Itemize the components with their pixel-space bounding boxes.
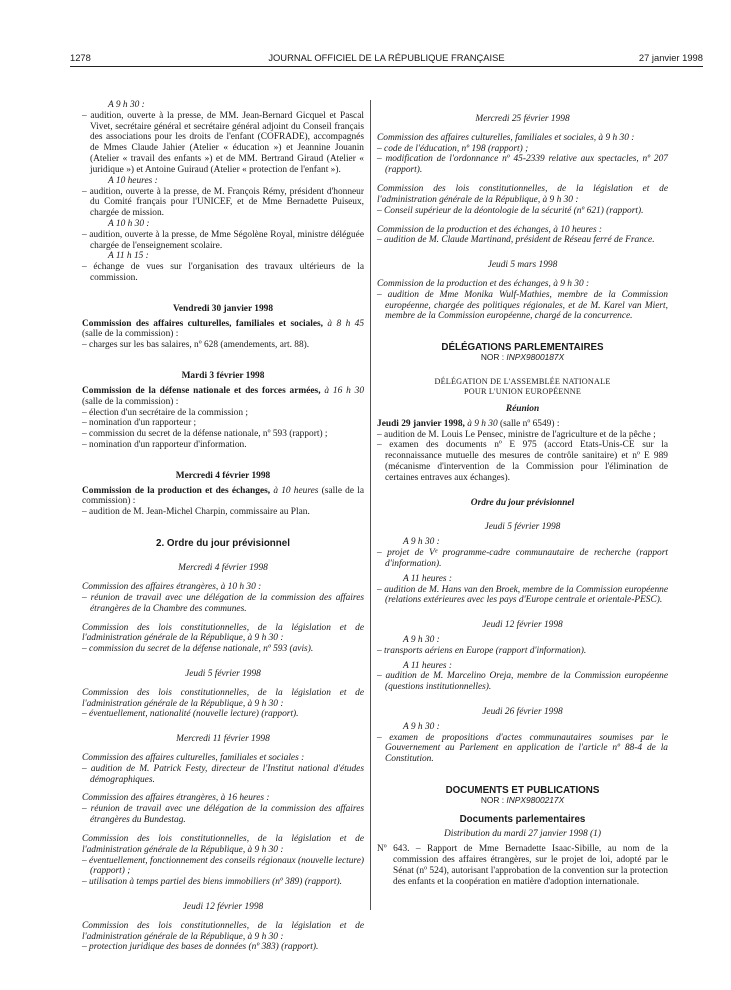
agenda-item: – éventuellement, nationalité (nouvelle lecture) (rapport). (82, 709, 299, 720)
day-heading: Jeudi 5 février 1998 (484, 522, 561, 533)
committee-entry: Commission des affaires culturelles, familiales et sociales, à 9 h 30 : (377, 132, 635, 143)
session-entry (82, 319, 364, 341)
page-number: 1278 (70, 52, 91, 63)
agenda-item: – audition de M. Claude Martinand, président de Réseau ferré de France. (377, 235, 655, 246)
day-heading: Jeudi 12 février 1998 (482, 620, 563, 631)
agenda-item: – élection d'un secrétaire de la commission ; (82, 407, 248, 418)
left-column (82, 100, 364, 953)
committee-entry: Commission des lois constitutionnelles, de la législation et de l'administration générale de la République, à 9 h 30 : (82, 687, 364, 709)
agenda-item: – code de l'éducation, nº 198 (rapport) ; (377, 143, 529, 154)
agenda-item: – commission du secret de la défense nationale, nº 593 (rapport) ; (82, 429, 328, 440)
agenda-item: – audition de M. Hans van den Broek, membre de la Commission européenne (relations extérieures avec les pays d'Europe centrale et orientale-PESC). (377, 584, 668, 606)
header-rule (70, 66, 703, 67)
session-entry (82, 486, 364, 508)
time-label: A 9 h 30 : (403, 721, 440, 732)
session-room: (salle nº 6549) : (500, 418, 560, 429)
time-label: A 9 h 30 : (403, 634, 440, 645)
agenda-item: – audition, ouverte à la presse, de MM. Jean-Bernard Gicquel et Pascal Vivet, secrétaire général et secrétaire général adjoint du Conseil français des associations pour les droits de l'enfant (COFRADE), accompagnés de Mmes Claude Jahier (Atelier « éducation ») et Jeannine Jouanin (Atelier « travail des enfants ») et de MM. Bertrand Giraud (Atelier « juridique ») et Antoine Guiraud (Atelier « protection de l'enfant »). (82, 110, 364, 175)
committee-name: Commission de la production et des échanges, (82, 485, 271, 496)
agenda-item: – protection juridique des bases de données (nº 383) (rapport). (82, 942, 319, 953)
committee-name: Commission de la défense nationale et des forces armées, (82, 385, 321, 396)
agenda-item: – projet de Vᵉ programme-cadre communautaire de recherche (rapport d'information). (377, 548, 668, 569)
agenda-item: – modification de l'ordonnance nº 45-2339 relative aux spectacles, nº 207 (rapport). (377, 154, 668, 176)
day-heading: Mercredi 11 février 1998 (176, 734, 270, 745)
day-heading: Jeudi 5 mars 1998 (487, 260, 558, 271)
section-heading: DÉLÉGATIONS PARLEMENTAIRES (441, 342, 604, 354)
agenda-item: – commission du secret de la défense nationale, nº 593 (avis). (82, 644, 314, 655)
section-heading: 2. Ordre du jour prévisionnel (156, 538, 290, 549)
session-entry (377, 419, 668, 430)
delegation-name: DÉLÉGATION DE L'ASSEMBLÉE NATIONALE (434, 377, 611, 387)
agenda-item: – audition de M. Jean-Michel Charpin, commissaire au Plan. (82, 507, 310, 518)
right-column (377, 100, 668, 887)
session-room: (salle de la commission) : (82, 396, 179, 407)
committee-entry: Commission des lois constitutionnelles, de la législation et de l'administration générale de la République, à 9 h 30 : (377, 184, 668, 205)
issue-date: 27 janvier 1998 (638, 52, 703, 63)
day-heading: Mercredi 4 février 1998 (178, 563, 268, 574)
day-heading: Jeudi 12 février 1998 (182, 901, 264, 912)
nor-code: INPX9800187X (506, 352, 565, 363)
committee-entry: Commission des affaires culturelles, familiales et sociales : (82, 753, 305, 764)
agenda-item: – examen de propositions d'actes communautaires soumises par le Gouvernement au Parlement en application de l'article nº 88-4 de la Constitution. (377, 732, 668, 765)
committee-entry: Commission de la production et des échanges, à 9 h 30 : (377, 278, 590, 289)
time-label: A 10 h 30 : (108, 218, 150, 229)
agenda-item: – audition, ouverte à la presse, de Mme Ségolène Royal, ministre déléguée chargée de l'enseignement scolaire. (82, 229, 364, 251)
committee-entry: Commission des lois constitutionnelles, de la législation et de l'administration générale de la République, à 9 h 30 : (82, 833, 364, 855)
agenda-item: – audition de M. Patrick Festy, directeur de l'Institut national d'études démographiques. (82, 763, 364, 785)
session-room: (salle de la commission) : (82, 485, 365, 507)
agenda-item: – utilisation à temps partiel des biens immobiliers (nº 389) (rapport). (82, 877, 342, 888)
agenda-item: – audition de M. Louis Le Pensec, ministre de l'agriculture et de la pêche ; (377, 429, 656, 440)
session-time: à 8 h 45 (327, 318, 365, 329)
session-time: à 10 heures (273, 485, 319, 496)
time-label: A 9 h 30 : (403, 537, 440, 548)
agenda-item: – éventuellement, fonctionnement des conseils régionaux (nouvelle lecture) (rapport) ; (82, 855, 364, 877)
agenda-item: – transports aériens en Europe (rapport d'information). (377, 645, 587, 656)
time-label: A 11 h 15 : (108, 251, 149, 262)
journal-title: JOURNAL OFFICIEL DE LA RÉPUBLIQUE FRANÇAISE (268, 52, 505, 63)
agenda-item: – audition, ouverte à la presse, de M. François Rémy, président d'honneur du Comité français pour l'UNICEF, et de Mme Bernadette Puiseux, chargée de mission. (82, 186, 364, 219)
time-label: A 11 heures : (403, 573, 453, 584)
day-heading: Mardi 3 février 1998 (181, 371, 265, 382)
agenda-item: – audition de Mme Monika Wulf-Mathies, membre de la Commission européenne, chargée des politiques régionales, et de M. Karel van Miert, membre de la Commission européenne, chargé de la concurrence. (377, 289, 668, 322)
day-heading: Jeudi 26 février 1998 (482, 707, 563, 718)
agenda-item: – Conseil supérieur de la déontologie de la sécurité (nº 621) (rapport). (377, 205, 644, 216)
day-heading: Jeudi 5 février 1998 (185, 668, 261, 679)
agenda-item: – nomination d'un rapporteur ; (82, 418, 197, 429)
subheading: Réunion (505, 403, 540, 414)
committee-entry: Commission des lois constitutionnelles, de la législation et de l'administration générale de la République, à 9 h 30 : (82, 920, 364, 942)
session-time: à 16 h 30 (324, 385, 365, 396)
day-heading: Mercredi 25 février 1998 (475, 114, 570, 124)
nor-label: NOR : (480, 352, 505, 363)
committee-entry: Commission des affaires étrangères, à 16 heures : (82, 793, 270, 804)
committee-entry: Commission de la production et des échanges, à 10 heures : (377, 224, 603, 235)
distribution-line: Distribution du mardi 27 janvier 1998 (1) (444, 829, 601, 840)
agenda-item: – nomination d'un rapporteur d'information. (82, 439, 247, 450)
nor-reference (377, 353, 668, 363)
agenda-item: – charges sur les bas salaires, nº 628 (amendements, art. 88). (82, 340, 310, 351)
delegation-name: POUR L'UNION EUROPÉENNE (463, 386, 582, 396)
column-divider (370, 100, 371, 910)
committee-entry: Commission des lois constitutionnelles, de la législation et de l'administration générale de la République, à 9 h 30 : (82, 622, 364, 644)
session-room: (salle de la commission) : (82, 329, 179, 340)
nor-code: INPX9800217X (506, 795, 565, 806)
agenda-item: – réunion de travail avec une délégation de la commission des affaires étrangères du Bundestag. (82, 804, 364, 826)
time-label: A 9 h 30 : (108, 100, 145, 110)
provisional-agenda (82, 563, 364, 953)
time-label: A 10 heures : (108, 175, 158, 186)
nor-reference (377, 796, 668, 806)
day-heading: Mercredi 4 février 1998 (175, 470, 271, 481)
agenda-item: – réunion de travail avec une délégation de la commission des affaires étrangères de la Chambre des communes. (82, 592, 364, 614)
day-heading: Vendredi 30 janvier 1998 (172, 303, 274, 314)
subsection-heading: Documents parlementaires (459, 814, 586, 825)
committee-entry: Commission des affaires étrangères, à 10 h 30 : (82, 582, 262, 593)
agenda-item: – échange de vues sur l'organisation des travaux ultérieurs de la commission. (82, 262, 364, 283)
subheading: Ordre du jour prévisionnel (470, 497, 575, 508)
page-header (70, 53, 703, 67)
nor-label: NOR : (480, 795, 505, 806)
delegation-provisional-agenda (377, 522, 668, 765)
document-entry: Nº 643. – Rapport de Mme Bernadette Isaac-Sibille, au nom de la commission des affaires étrangères, sur le projet de loi, adopté par le Sénat (nº 524), autorisant l'approbation de la convention sur la protection des enfants et la coopération en matière d'adoption internationale. (377, 844, 668, 887)
provisional-agenda (377, 114, 668, 322)
session-time: à 9 h 30 (467, 418, 498, 429)
time-label: A 11 heures : (403, 660, 453, 671)
session-entry (82, 386, 364, 408)
section-heading: DOCUMENTS ET PUBLICATIONS (445, 785, 600, 797)
session-date: Jeudi 29 janvier 1998, (377, 418, 465, 429)
agenda-item: – examen des documents nº E 975 (accord Etats-Unis-CE sur la reconnaissance mutuelle des mesures de contrôle sanitaire) et nº E 989 (mécanisme d'intervention de la Commission pour l'élimination de certaines entraves aux échanges). (377, 440, 668, 483)
agenda-item: – audition de M. Marcelino Oreja, membre de la Commission européenne (questions institutionnelles). (377, 671, 668, 693)
committee-name: Commission des affaires culturelles, familiales et sociales, (82, 318, 324, 329)
